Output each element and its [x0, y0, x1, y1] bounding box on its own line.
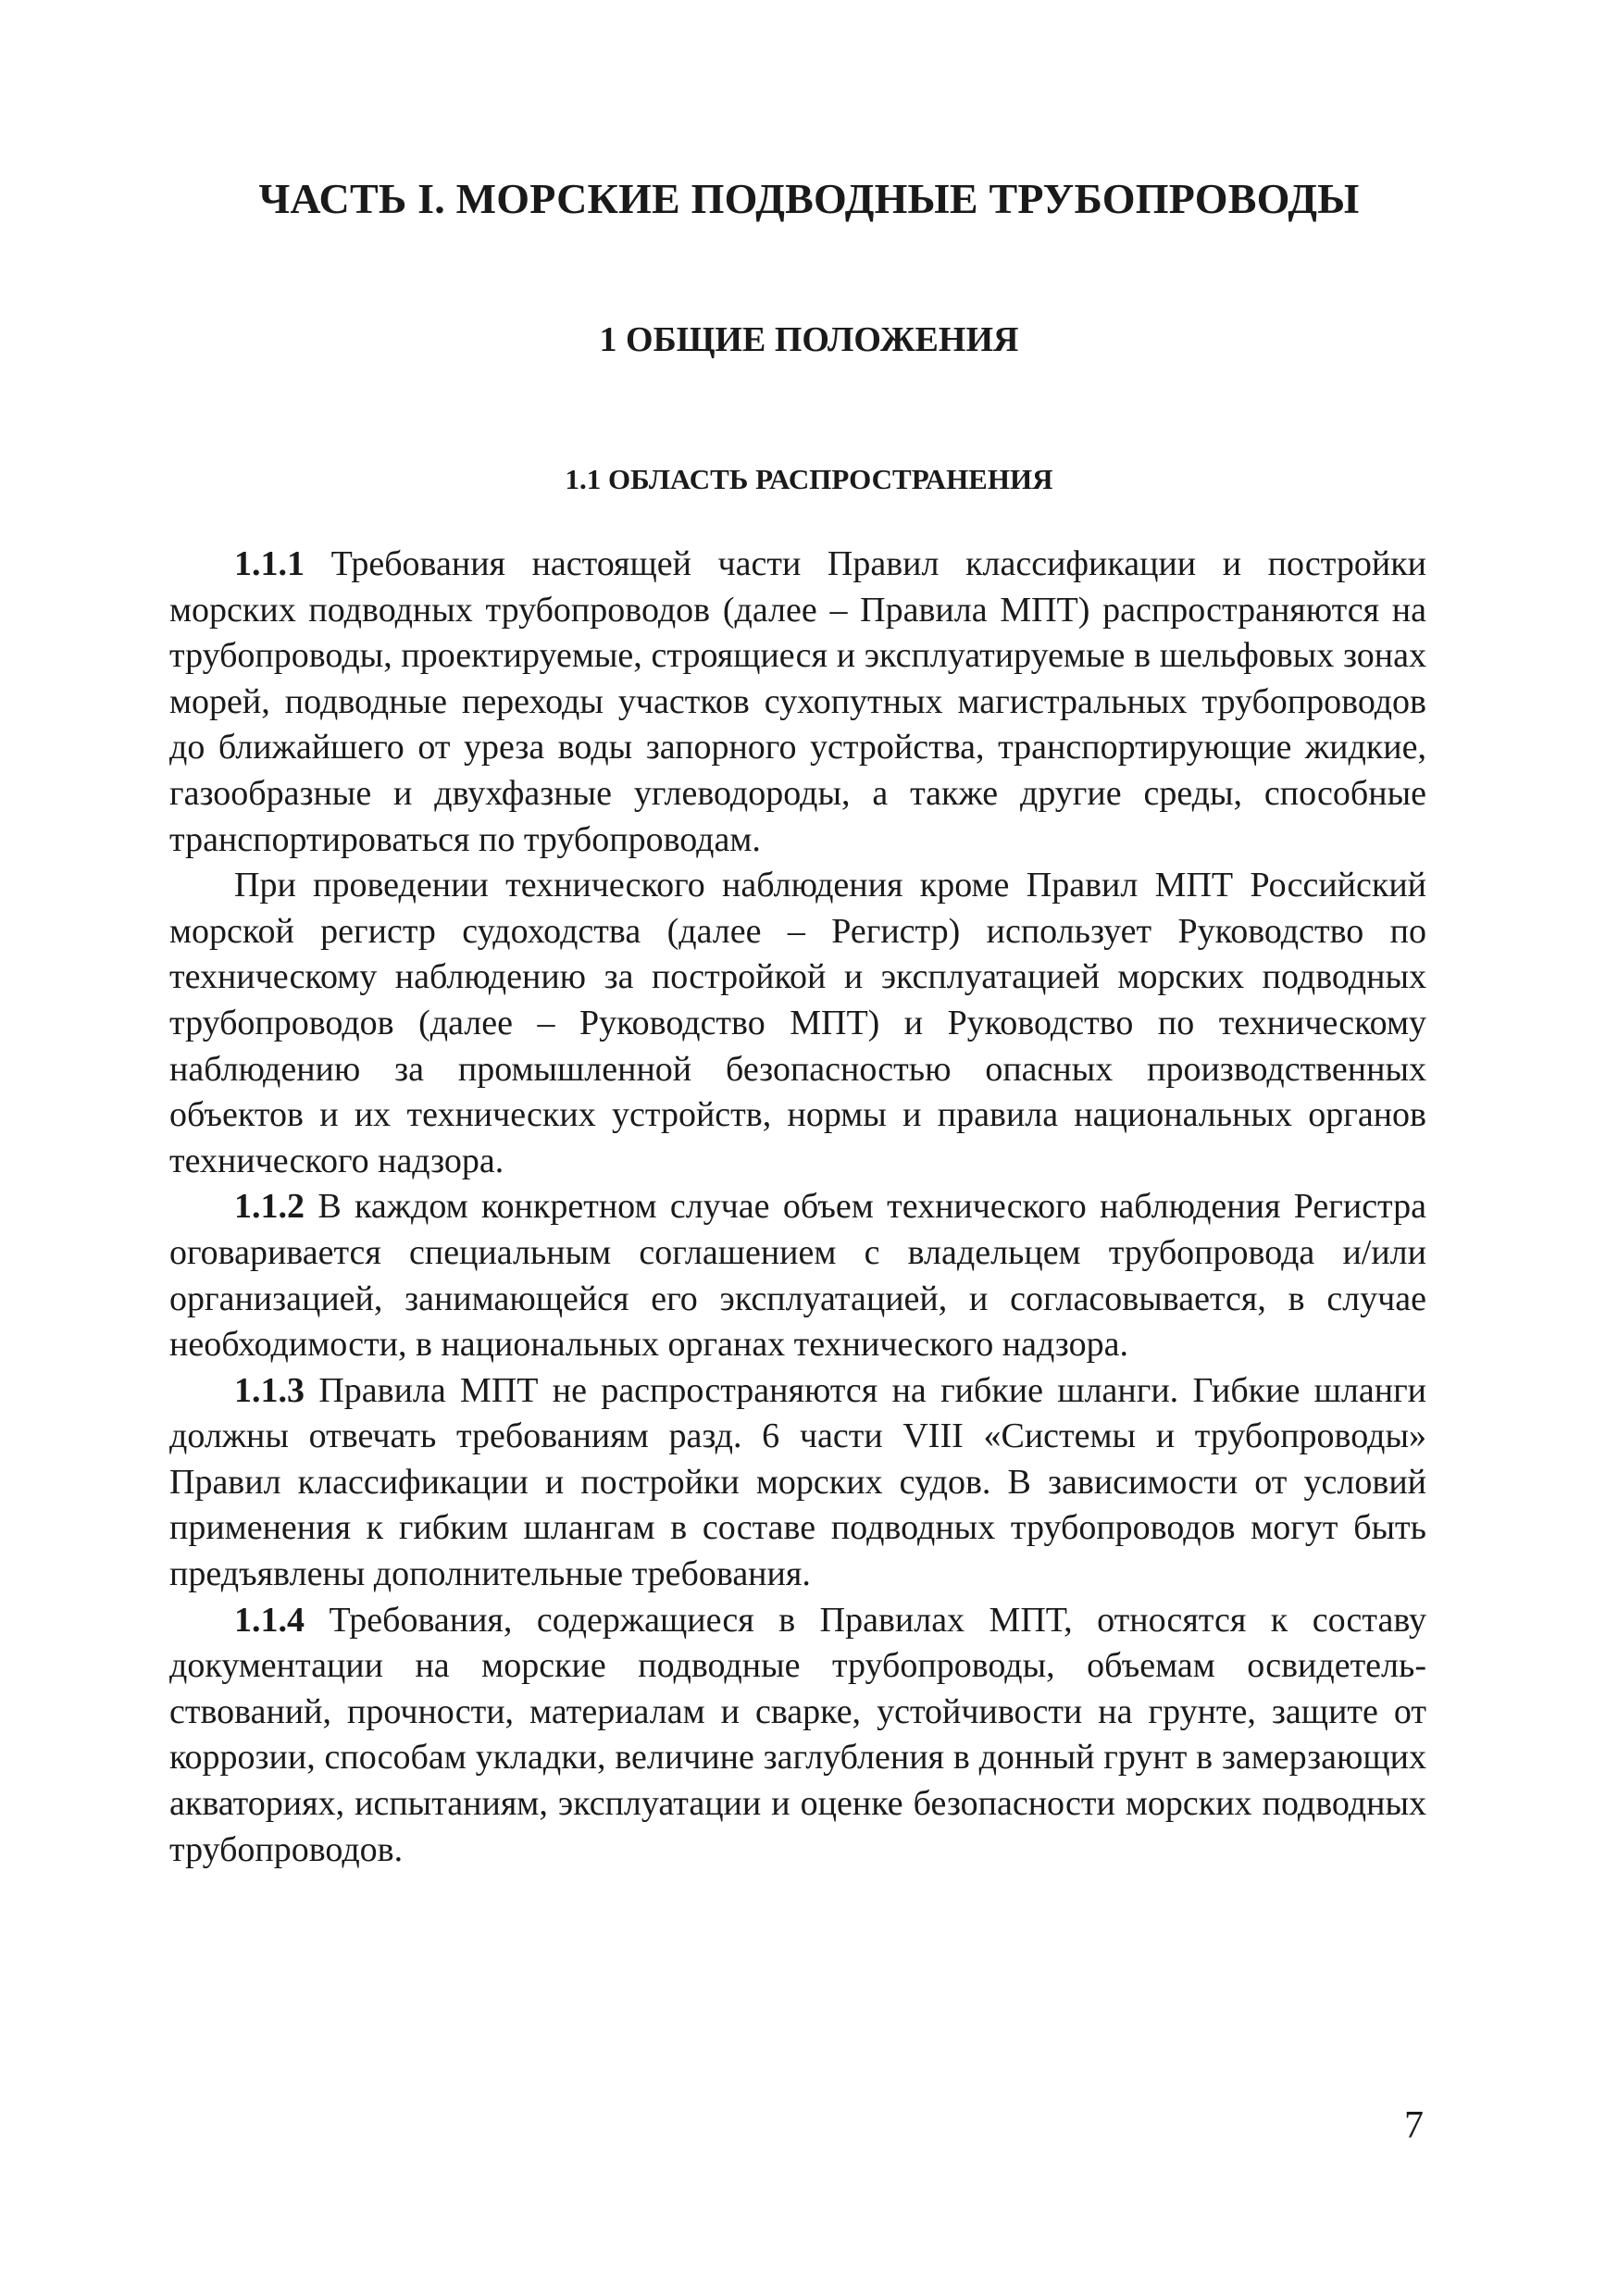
paragraph-text: Требования настоящей части Правил классификации и постройки морских подводных трубопроводов (далее – Правила МПТ) распространяются на трубопроводы, проектируемые, строящиеся и эксплуатируемые в шельфовых зонах морей, подводные переходы участков сухопутных магистральных трубопроводов до ближайшего от уреза воды запорного устройства, транспортирующие жидкие, газообразные и двухфазные углеводороды, а также другие среды, способные транспортироваться по трубопроводам. — [169, 544, 1426, 859]
clause-number: 1.1.4 — [234, 1600, 305, 1640]
paragraph-1-1-2 — [169, 1184, 1426, 1367]
page-number: 7 — [1404, 2104, 1424, 2147]
clause-number: 1.1.1 — [234, 544, 305, 583]
body-text — [169, 542, 1426, 1873]
paragraph-1-1-4 — [169, 1598, 1426, 1874]
paragraph-1-1-1-continued — [169, 863, 1426, 1184]
clause-number: 1.1.3 — [234, 1370, 305, 1410]
paragraph-1-1-3 — [169, 1368, 1426, 1598]
part-title: ЧАСТЬ I. МОРСКИЕ ПОДВОДНЫЕ ТРУБОПРОВОДЫ — [258, 175, 1360, 222]
subsection-title: 1.1 ОБЛАСТЬ РАСПРОСТРАНЕНИЯ — [565, 463, 1053, 495]
paragraph-text: Правила МПТ не распространяются на гибкие шланги. Гибкие шланги должны отвечать требованиям разд. 6 части VIII «Системы и трубопроводы» Правил классификации и постройки морских судов. В зависимости от условий применения к гибким шлангам в составе подводных трубопроводов могут быть предъявлены дополнительные требования. — [169, 1370, 1426, 1594]
paragraph-1-1-1 — [169, 542, 1426, 863]
paragraph-text: При проведении технического наблюдения кроме Правил МПТ Российский морской регистр судоходства (далее – Регистр) использует Руководство по техническому наблюдению за постройкой и эксплуатацией морских подводных трубопроводов (далее – Руководство МПТ) и Руководство по техническому наблюдению за промышленной безопасностью опасных производственных объектов и их технических устройств, нормы и правила национальных органов технического надзора. — [169, 866, 1426, 1180]
section-title: 1 ОБЩИЕ ПОЛОЖЕНИЯ — [599, 320, 1019, 359]
clause-number: 1.1.2 — [234, 1187, 305, 1227]
paragraph-text: Требования, содержащиеся в Правилах МПТ, относятся к составу документации на морские подводные трубопроводы, объемам освидетельствований, прочности, материалам и сварке, устойчивости на грунте, защите от коррозии, способам укладки, величине заглубления в донный грунт в замерзающих акваториях, испытаниям, эксплуатации и оценке безопасности морских подводных трубопроводов. — [169, 1600, 1426, 1869]
paragraph-text: В каждом конкретном случае объем технического наблюдения Регистра оговаривается специальным соглашением с владельцем трубопровода и/или организацией, занимающейся его эксплуатацией, и согласовывается, в случае необходимости, в национальных органах технического надзора. — [169, 1187, 1426, 1365]
